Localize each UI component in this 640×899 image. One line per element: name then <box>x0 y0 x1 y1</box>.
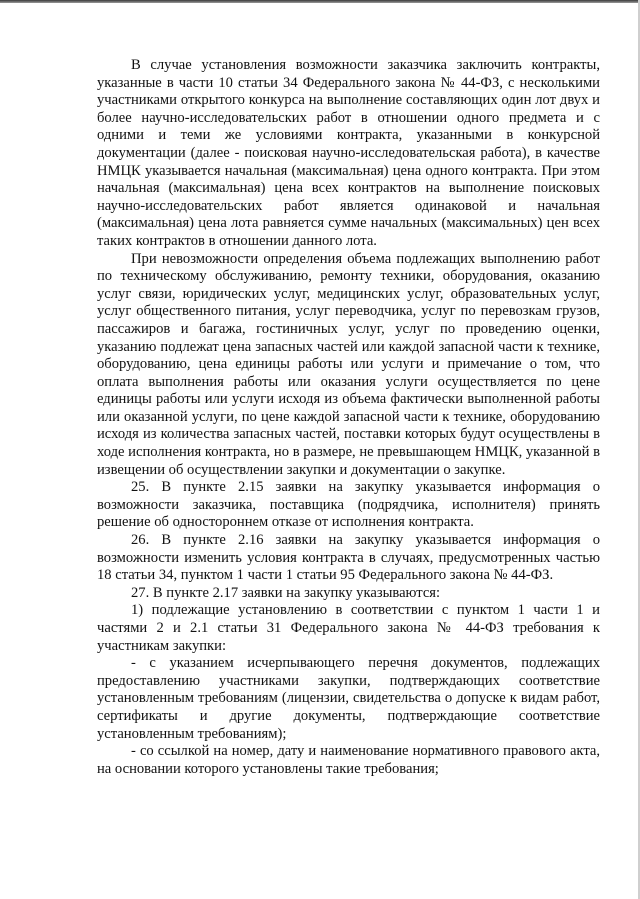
paragraph-item-27: 27. В пункте 2.17 заявки на закупку указываются: <box>131 584 441 601</box>
paragraph-unit-price: При невозможности определения объема подлежащих выполнению работ по техническому обслуживанию, ремонту техники, оборудования, оказанию услуг связи, юридических услуг, медицинских услуг, образовательных услуг, услуг общественного питания, услуг переводчика, услуг по перевозкам грузов, пассажиров и багажа, гостиничных услуг, услуг по проведению оценки, указанию подлежат цена запасных частей или каждой запасной части к технике, оборудованию, цена единицы работы или услуги и примечание о том, что оплата выполнения работы или оказания услуги осуществляется по цене единицы работы или услуги исходя из объема фактически выполненной работы или оказанной услуги, по цене каждой запасной части к технике, оборудованию исходя из количества запасных частей, поставки которых будут осуществлены в ходе исполнения контракта, но в размере, не превышающем НМЦК, указанной в извещении об осуществлении закупки и документации о закупке. <box>97 250 601 478</box>
paragraph-dash-legal-act: - со ссылкой на номер, дату и наименование нормативного правового акта, на основании которого установлены такие требования; <box>97 743 600 777</box>
scan-edge-top <box>0 0 640 3</box>
paragraph-item-26: 26. В пункте 2.16 заявки на закупку указывается информация о возможности изменить условия контракта в случаях, предусмотренных частью 18 статьи 34, пунктом 1 части 1 статьи 95 Федерального закона № 44-ФЗ. <box>97 532 600 584</box>
paragraph-nmck-search-research: В случае установления возможности заказчика заключить контракты, указанные в части 10 статьи 34 Федерального закона № 44-ФЗ, с несколькими участниками открытого конкурса на выполнение составляющих один лот двух и более научно-исследовательских работ в отношении одного предмета и с одними и теми же условиями контракта, указанными в конкурсной документации (далее - поисковая научно-исследовательская работа), в качестве НМЦК указывается начальная (максимальная) цена одного контракта. При этом начальная (максимальная) цена всех контрактов на выполнение поисковых научно-исследовательских работ является одинаковой и начальная (максимальная) цена лота равняется сумме начальных (максимальных) цен всех таких контрактов в отношении данного лота. <box>97 57 600 249</box>
document-page <box>97 57 600 778</box>
paragraph-dash-documents: - с указанием исчерпывающего перечня документов, подлежащих предоставлению участниками закупки, подтверждающих соответствие установленным требованиям (лицензии, свидетельства о допуске к видам работ, сертификаты и другие документы, подтверждающие соответствие установленным требованиям); <box>97 655 600 742</box>
paragraph-item-27-1: 1) подлежащие установлению в соответствии с пунктом 1 части 1 и частями 2 и 2.1 статьи 31 Федерального закона № 44-ФЗ требования к участникам закупки: <box>97 602 600 654</box>
paragraph-item-25: 25. В пункте 2.15 заявки на закупку указывается информация о возможности заказчика, поставщика (подрядчика, исполнителя) принять решение об одностороннем отказе от исполнения контракта. <box>97 479 600 531</box>
